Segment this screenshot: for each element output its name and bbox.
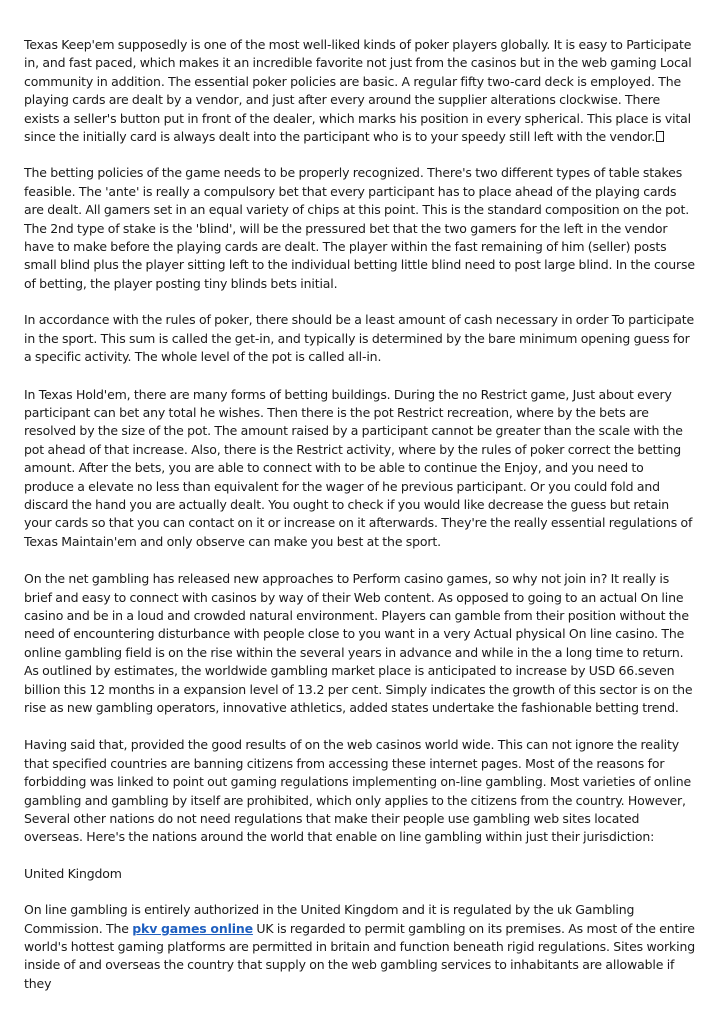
paragraph-online-gambling: On the net gambling has released new approaches to Perform casino games, so why not join in? It really is brief and easy to connect with casinos by way of their Web content. As opposed to going to an actual On line casino and be in a loud and crowded natural environment. Players can gamble from their position without the need of encountering disturbance with people close to you want in a very Actual physical On line casino. The online gambling field is on the rise within the several years in advance and while in the a long time to return. As outlined by estimates, the worldwide gambling market place is anticipated to increase by USD 66.seven billion this 12 months in a expansion level of 13.2 per cent. Simply indicates the growth of this sector is on the rise as new gambling operators, innovative athletics, added states undertake the fashionable betting trend.	[24, 571, 693, 715]
paragraph-text: Texas Keep'em supposedly is one of the most well-liked kinds of poker players globally. It is easy to Participate in, and fast paced, which makes it an incredible favorite not just from the casinos but in the web gaming Local community in addition. The essential poker policies are basic. A regular fifty two-card deck is employed. The playing cards are dealt by a vendor, and just after every around the supplier alterations clockwise. There exists a seller's button put in front of the dealer, which marks his position in every spherical. This place is vital since the initially card is always dealt into the participant who is to your speedy still left with the vendor.	[24, 37, 692, 145]
paragraph-text-after-link: UK is regarded to permit gambling on its premises. As most of the entire world's hottest gaming platforms are permitted in britain and function beneath rigid regulations. Sites working inside of and overseas the country that supply on the web gambling services to inhabitants are allowable if they	[24, 920, 696, 991]
paragraph-text-before-link: On line gambling is entirely authorized in the United Kingdom and it is regulated by the uk Gambling Commission. The	[24, 902, 635, 936]
paragraph-texas-holdem-intro	[24, 36, 696, 146]
paragraph-betting-structures: In Texas Hold'em, there are many forms of betting buildings. During the no Restrict game, Just about every participant can bet any total he wishes. Then there is the pot Restrict recreation, where by the bets are resolved by the size of the pot. The amount raised by a participant cannot be greater than the scale with the pot ahead of that increase. Also, there is the Restrict activity, where by the rules of poker correct the betting amount. After the bets, you are able to connect with to be able to continue the Enjoy, and you need to produce a elevate no less than equivalent for the wager of he previous participant. Or you could fold and discard the hand you are actually dealt. You ought to check if you would like decrease the guess but retain your cards so that you can contact on it or increase on it afterwards. They're the really essential regulations of Texas Maintain'em and only observe can make you best at the sport.	[24, 386, 693, 549]
paragraph-betting-policies: The betting policies of the game needs to be properly recognized. There's two different types of table stakes feasible. The 'ante' is really a compulsory bet that every participant has to place ahead of the playing cards are dealt. All gamers set in an equal variety of chips at this point. This is the standard composition on the pot. The 2nd type of stake is the 'blind', will be the pressured bet that the two gamers for the left in the vendor have to make before the playing cards are dealt. The player within the fast remaining of him (seller) posts small blind plus the player sitting left to the individual betting little blind need to post large blind. In the course of betting, the player posting tiny blinds bets initial.	[24, 165, 695, 291]
paragraph-uk-gambling	[24, 901, 696, 993]
section-heading-united-kingdom: United Kingdom	[24, 865, 122, 881]
paragraph-country-bans: Having said that, provided the good results of on the web casinos world wide. This can not ignore the reality that specified countries are banning citizens from accessing these internet pages. Most of the reasons for forbidding was linked to point out gaming regulations implementing on-line gambling. Most varieties of online gambling and gambling by itself are prohibited, which only applies to the citizens from the country. However, Several other nations do not need regulations that make their people use gambling web sites located overseas. Here's the nations around the world that enable on line gambling within just their jurisdiction:	[24, 737, 692, 845]
paragraph-buy-in: In accordance with the rules of poker, there should be a least amount of cash necessary in order To participate in the sport. This sum is called the get-in, and typically is determined by the bare minimum opening guess for a specific activity. The whole level of the pot is called all-in.	[24, 312, 695, 365]
pkv-games-online-link[interactable]: pkv games online	[132, 920, 253, 936]
missing-glyph-icon	[656, 131, 664, 142]
